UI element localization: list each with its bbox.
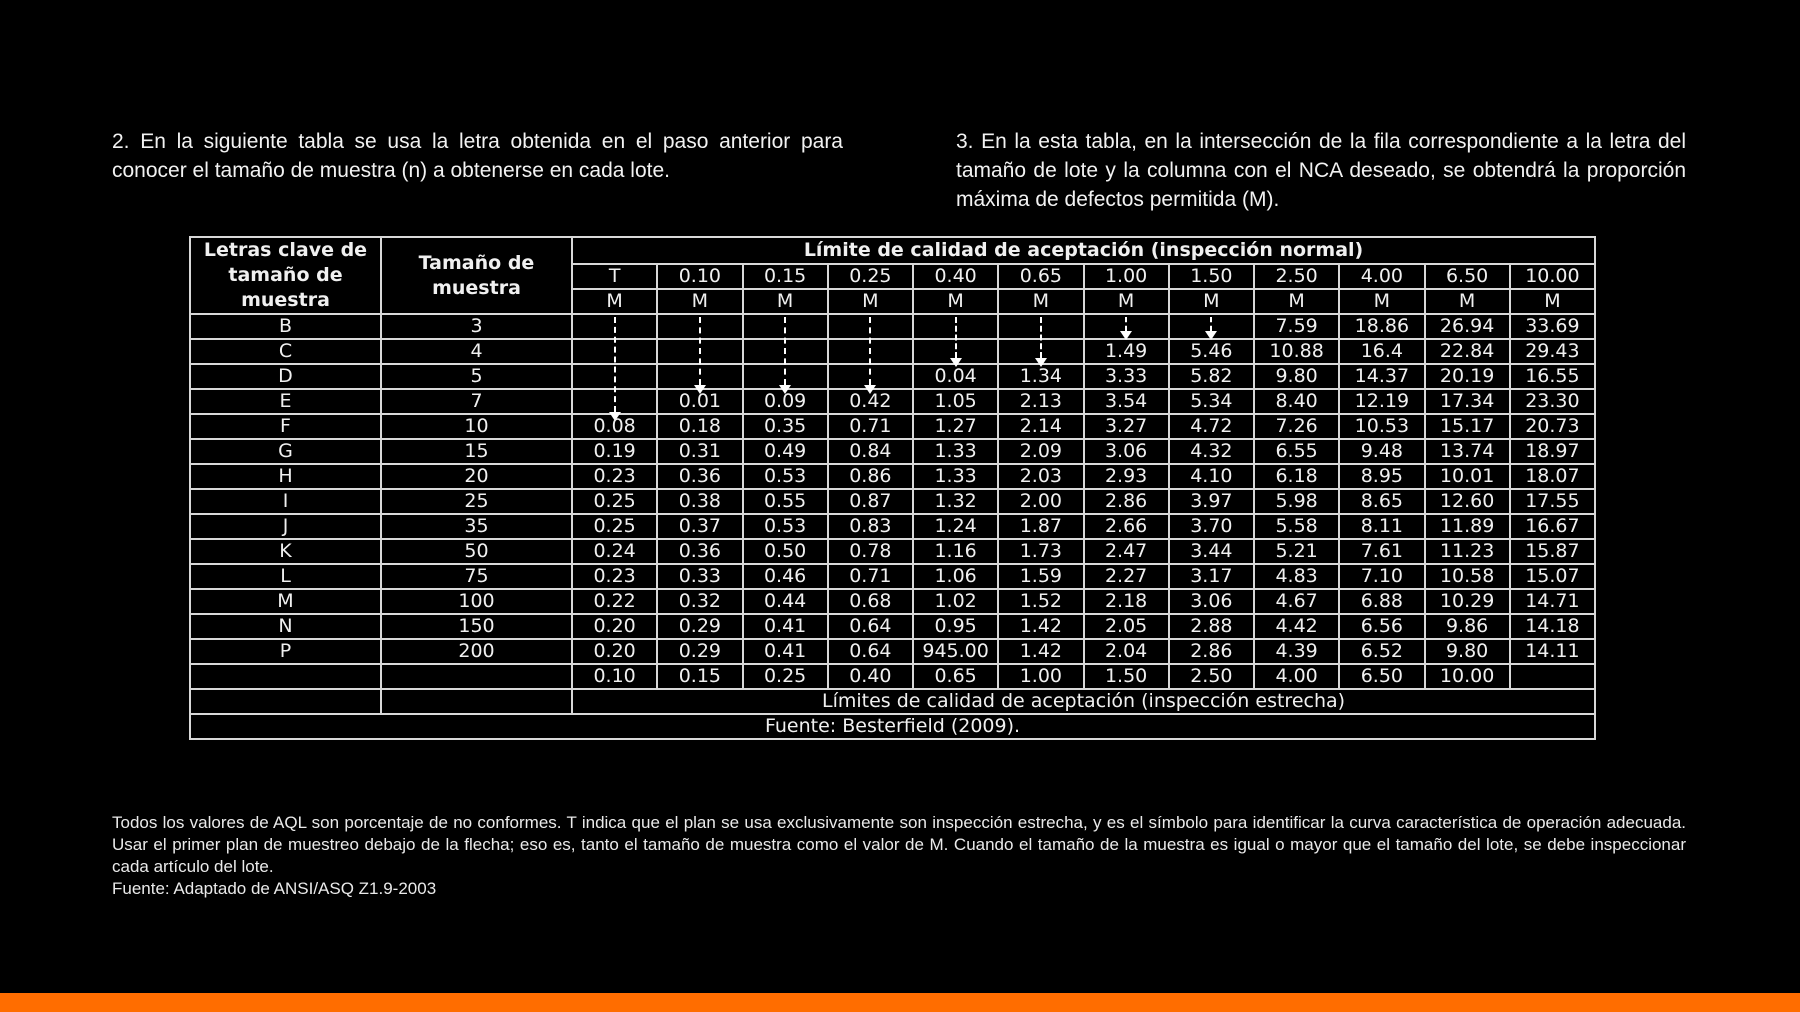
m-label-cell: M xyxy=(1084,289,1169,314)
m-value: 10.88 xyxy=(1254,339,1339,364)
m-value: 17.55 xyxy=(1510,489,1595,514)
m-value: 1.52 xyxy=(998,589,1083,614)
m-label-cell: M xyxy=(1254,289,1339,314)
table-row xyxy=(190,489,1595,514)
table-row xyxy=(190,389,1595,414)
code-letter: G xyxy=(190,439,381,464)
nca-normal-cell: 6.50 xyxy=(1425,264,1510,289)
nca-normal-cell: 0.40 xyxy=(913,264,998,289)
arrow-cell xyxy=(998,339,1083,364)
table-source: Fuente: Besterfield (2009). xyxy=(190,714,1595,739)
m-value: 0.55 xyxy=(743,489,828,514)
m-value: 0.29 xyxy=(657,614,742,639)
footnote-text: Todos los valores de AQL son porcentaje de no conformes. T indica que el plan se usa exclusivamente son inspección estrecha, y es el símbolo para identificar la curva característica de operación adecuada. Usar el primer plan de muestreo debajo de la flecha; eso es, tanto el tamaño de muestra como el valor de M. Cuando el tamaño de la muestra es igual o mayor que el tamaño del lote, se debe inspeccionar cada artículo del lote. xyxy=(112,813,1686,876)
m-value: 0.71 xyxy=(828,414,913,439)
table-row xyxy=(190,564,1595,589)
m-value: 2.88 xyxy=(1169,614,1254,639)
m-value: 16.55 xyxy=(1510,364,1595,389)
m-value: 0.01 xyxy=(657,389,742,414)
m-value: 2.14 xyxy=(998,414,1083,439)
arrow-cell xyxy=(657,339,742,364)
m-value: 0.09 xyxy=(743,389,828,414)
m-value: 4.72 xyxy=(1169,414,1254,439)
m-value: 0.32 xyxy=(657,589,742,614)
m-value: 5.21 xyxy=(1254,539,1339,564)
m-value: 10.29 xyxy=(1425,589,1510,614)
m-value: 1.49 xyxy=(1084,339,1169,364)
m-value: 29.43 xyxy=(1510,339,1595,364)
m-value: 7.10 xyxy=(1339,564,1424,589)
nca-tightened-cell: 1.00 xyxy=(998,664,1083,689)
m-value: 0.86 xyxy=(828,464,913,489)
code-letter: I xyxy=(190,489,381,514)
arrow-cell xyxy=(743,364,828,389)
m-value: 0.44 xyxy=(743,589,828,614)
m-value: 0.46 xyxy=(743,564,828,589)
m-value: 0.78 xyxy=(828,539,913,564)
m-value: 0.95 xyxy=(913,614,998,639)
m-value: 2.86 xyxy=(1169,639,1254,664)
m-value: 1.42 xyxy=(998,639,1083,664)
sample-size: 5 xyxy=(381,364,572,389)
m-value: 2.05 xyxy=(1084,614,1169,639)
m-value: 5.46 xyxy=(1169,339,1254,364)
m-value: 2.27 xyxy=(1084,564,1169,589)
m-value: 0.37 xyxy=(657,514,742,539)
table-row xyxy=(190,439,1595,464)
aql-sampling-table xyxy=(189,236,1596,740)
table-row xyxy=(190,589,1595,614)
empty-cell xyxy=(381,664,572,689)
m-value: 0.23 xyxy=(572,564,657,589)
table-row xyxy=(190,414,1595,439)
nca-tightened-cell: 0.25 xyxy=(743,664,828,689)
m-value: 0.25 xyxy=(572,489,657,514)
footnote-source: Fuente: Adaptado de ANSI/ASQ Z1.9-2003 xyxy=(112,879,437,898)
arrow-cell xyxy=(743,339,828,364)
m-value: 11.89 xyxy=(1425,514,1510,539)
arrow-cell xyxy=(998,314,1083,339)
m-value: 4.10 xyxy=(1169,464,1254,489)
arrow-cell xyxy=(913,339,998,364)
m-value: 14.11 xyxy=(1510,639,1595,664)
m-value: 7.59 xyxy=(1254,314,1339,339)
m-value: 8.95 xyxy=(1339,464,1424,489)
m-value: 2.09 xyxy=(998,439,1083,464)
sample-size: 50 xyxy=(381,539,572,564)
code-letter: B xyxy=(190,314,381,339)
m-value: 14.71 xyxy=(1510,589,1595,614)
m-value: 0.68 xyxy=(828,589,913,614)
arrow-cell xyxy=(1169,314,1254,339)
nca-tightened-cell: 6.50 xyxy=(1339,664,1424,689)
step-2-instruction: 2. En la siguiente tabla se usa la letra obtenida en el paso anterior para conocer el tamaño de muestra (n) a obtenerse en cada lote. xyxy=(112,130,843,182)
nca-normal-cell: 0.25 xyxy=(828,264,913,289)
m-value: 2.00 xyxy=(998,489,1083,514)
m-value: 6.88 xyxy=(1339,589,1424,614)
m-value: 4.32 xyxy=(1169,439,1254,464)
footnote xyxy=(112,812,1686,900)
code-letter: J xyxy=(190,514,381,539)
m-label-cell: M xyxy=(1510,289,1595,314)
m-value: 3.70 xyxy=(1169,514,1254,539)
empty-cell xyxy=(381,689,572,714)
m-label-cell: M xyxy=(657,289,742,314)
m-value: 945.00 xyxy=(913,639,998,664)
m-value: 11.23 xyxy=(1425,539,1510,564)
m-value: 2.04 xyxy=(1084,639,1169,664)
m-value: 18.86 xyxy=(1339,314,1424,339)
m-value: 0.71 xyxy=(828,564,913,589)
m-value: 2.66 xyxy=(1084,514,1169,539)
nca-normal-cell: 1.50 xyxy=(1169,264,1254,289)
m-value: 9.48 xyxy=(1339,439,1424,464)
m-value: 14.37 xyxy=(1339,364,1424,389)
m-value: 7.26 xyxy=(1254,414,1339,439)
m-value: 3.33 xyxy=(1084,364,1169,389)
m-value: 1.27 xyxy=(913,414,998,439)
m-value: 1.33 xyxy=(913,464,998,489)
m-value: 1.33 xyxy=(913,439,998,464)
m-value: 12.19 xyxy=(1339,389,1424,414)
arrow-cell xyxy=(1084,314,1169,339)
code-letter: K xyxy=(190,539,381,564)
m-value: 1.32 xyxy=(913,489,998,514)
nca-tightened-row xyxy=(190,664,1595,689)
nca-normal-cell: 10.00 xyxy=(1510,264,1595,289)
m-value: 0.20 xyxy=(572,639,657,664)
dashed-line-icon xyxy=(1210,317,1212,331)
arrow-cell xyxy=(828,339,913,364)
m-value: 3.17 xyxy=(1169,564,1254,589)
m-value: 3.44 xyxy=(1169,539,1254,564)
m-value: 4.39 xyxy=(1254,639,1339,664)
m-value: 4.42 xyxy=(1254,614,1339,639)
m-value: 4.83 xyxy=(1254,564,1339,589)
code-letter: P xyxy=(190,639,381,664)
m-value: 0.31 xyxy=(657,439,742,464)
arrow-cell xyxy=(572,364,657,389)
m-value: 4.67 xyxy=(1254,589,1339,614)
m-value: 2.13 xyxy=(998,389,1083,414)
empty-cell xyxy=(190,664,381,689)
m-value: 20.73 xyxy=(1510,414,1595,439)
code-letter: D xyxy=(190,364,381,389)
m-value: 0.08 xyxy=(572,414,657,439)
nca-normal-cell: 1.00 xyxy=(1084,264,1169,289)
dashed-line-icon xyxy=(1125,317,1127,331)
code-letter: F xyxy=(190,414,381,439)
m-value: 3.97 xyxy=(1169,489,1254,514)
m-value: 15.17 xyxy=(1425,414,1510,439)
nca-tightened-cell: 2.50 xyxy=(1169,664,1254,689)
arrow-cell xyxy=(743,314,828,339)
arrow-cell xyxy=(657,314,742,339)
table-row xyxy=(190,514,1595,539)
arrow-cell xyxy=(828,314,913,339)
table-row xyxy=(190,364,1595,389)
m-value: 0.41 xyxy=(743,614,828,639)
m-value: 1.16 xyxy=(913,539,998,564)
m-value: 0.53 xyxy=(743,514,828,539)
m-value: 16.67 xyxy=(1510,514,1595,539)
m-value: 2.47 xyxy=(1084,539,1169,564)
m-value: 7.61 xyxy=(1339,539,1424,564)
m-value: 0.83 xyxy=(828,514,913,539)
header-letter: Letras clave de tamaño de muestra xyxy=(190,237,381,314)
m-value: 10.58 xyxy=(1425,564,1510,589)
m-value: 0.64 xyxy=(828,639,913,664)
nca-normal-cell: 0.65 xyxy=(998,264,1083,289)
m-value: 0.33 xyxy=(657,564,742,589)
m-value: 3.06 xyxy=(1084,439,1169,464)
m-value: 0.18 xyxy=(657,414,742,439)
m-value: 9.80 xyxy=(1425,639,1510,664)
sample-size: 15 xyxy=(381,439,572,464)
sample-size: 10 xyxy=(381,414,572,439)
m-value: 1.34 xyxy=(998,364,1083,389)
m-value: 1.59 xyxy=(998,564,1083,589)
accent-bar xyxy=(0,993,1800,1012)
m-value: 10.53 xyxy=(1339,414,1424,439)
m-value: 0.04 xyxy=(913,364,998,389)
m-value: 33.69 xyxy=(1510,314,1595,339)
m-value: 0.22 xyxy=(572,589,657,614)
m-value: 12.60 xyxy=(1425,489,1510,514)
table-row xyxy=(190,464,1595,489)
m-value: 1.06 xyxy=(913,564,998,589)
m-value: 0.19 xyxy=(572,439,657,464)
nca-tightened-cell xyxy=(1510,664,1595,689)
sample-size: 25 xyxy=(381,489,572,514)
sample-size: 150 xyxy=(381,614,572,639)
sample-size: 3 xyxy=(381,314,572,339)
m-value: 0.20 xyxy=(572,614,657,639)
m-value: 18.07 xyxy=(1510,464,1595,489)
table-row xyxy=(190,539,1595,564)
nca-normal-cell: 4.00 xyxy=(1339,264,1424,289)
nca-tightened-cell: 0.10 xyxy=(572,664,657,689)
m-value: 5.58 xyxy=(1254,514,1339,539)
m-value: 6.18 xyxy=(1254,464,1339,489)
arrow-cell xyxy=(572,389,657,414)
m-value: 2.86 xyxy=(1084,489,1169,514)
m-value: 1.87 xyxy=(998,514,1083,539)
m-value: 0.41 xyxy=(743,639,828,664)
m-value: 0.87 xyxy=(828,489,913,514)
m-value: 3.27 xyxy=(1084,414,1169,439)
nca-tightened-cell: 0.15 xyxy=(657,664,742,689)
arrow-cell xyxy=(828,364,913,389)
m-value: 13.74 xyxy=(1425,439,1510,464)
m-value: 22.84 xyxy=(1425,339,1510,364)
m-value: 6.55 xyxy=(1254,439,1339,464)
m-value: 0.84 xyxy=(828,439,913,464)
m-value: 0.35 xyxy=(743,414,828,439)
step-3-instruction: 3. En la esta tabla, en la intersección de la fila correspondiente a la letra del tamaño de lote y la columna con el NCA deseado, se obtendrá la proporción máxima de defectos permitida (M). xyxy=(956,130,1686,211)
nca-tightened-cell: 0.65 xyxy=(913,664,998,689)
m-value: 0.64 xyxy=(828,614,913,639)
code-letter: L xyxy=(190,564,381,589)
m-value: 1.02 xyxy=(913,589,998,614)
m-value: 1.42 xyxy=(998,614,1083,639)
m-value: 2.03 xyxy=(998,464,1083,489)
m-value: 1.24 xyxy=(913,514,998,539)
m-value: 10.01 xyxy=(1425,464,1510,489)
m-label-cell: M xyxy=(743,289,828,314)
m-value: 18.97 xyxy=(1510,439,1595,464)
m-label-cell: M xyxy=(998,289,1083,314)
sample-size: 200 xyxy=(381,639,572,664)
code-letter: N xyxy=(190,614,381,639)
sample-size: 20 xyxy=(381,464,572,489)
m-value: 9.86 xyxy=(1425,614,1510,639)
header-normal-inspection: Límite de calidad de aceptación (inspección normal) xyxy=(572,237,1595,264)
code-letter: M xyxy=(190,589,381,614)
code-letter: E xyxy=(190,389,381,414)
footer-tightened-inspection: Límites de calidad de aceptación (inspección estrecha) xyxy=(572,689,1595,714)
m-value: 20.19 xyxy=(1425,364,1510,389)
m-value: 0.36 xyxy=(657,464,742,489)
nca-normal-cell: 0.10 xyxy=(657,264,742,289)
m-value: 8.65 xyxy=(1339,489,1424,514)
m-value: 15.87 xyxy=(1510,539,1595,564)
m-value: 3.06 xyxy=(1169,589,1254,614)
nca-tightened-cell: 10.00 xyxy=(1425,664,1510,689)
table-row xyxy=(190,614,1595,639)
arrow-cell xyxy=(572,339,657,364)
nca-normal-cell: 2.50 xyxy=(1254,264,1339,289)
arrow-cell xyxy=(657,364,742,389)
m-value: 0.49 xyxy=(743,439,828,464)
sample-size: 35 xyxy=(381,514,572,539)
m-value: 2.93 xyxy=(1084,464,1169,489)
m-value: 0.23 xyxy=(572,464,657,489)
m-label-cell: M xyxy=(572,289,657,314)
m-value: 17.34 xyxy=(1425,389,1510,414)
m-value: 23.30 xyxy=(1510,389,1595,414)
m-value: 0.38 xyxy=(657,489,742,514)
m-label-cell: M xyxy=(1339,289,1424,314)
m-value: 0.36 xyxy=(657,539,742,564)
m-label-cell: M xyxy=(913,289,998,314)
code-letter: H xyxy=(190,464,381,489)
m-label-cell: M xyxy=(1425,289,1510,314)
nca-tightened-cell: 4.00 xyxy=(1254,664,1339,689)
m-value: 5.34 xyxy=(1169,389,1254,414)
table-row xyxy=(190,339,1595,364)
code-letter: C xyxy=(190,339,381,364)
m-value: 2.18 xyxy=(1084,589,1169,614)
m-value: 0.53 xyxy=(743,464,828,489)
m-label-cell: M xyxy=(1169,289,1254,314)
table-row xyxy=(190,314,1595,339)
m-value: 14.18 xyxy=(1510,614,1595,639)
nca-normal-cell: T xyxy=(572,264,657,289)
arrow-cell xyxy=(572,314,657,339)
arrow-cell xyxy=(913,314,998,339)
header-sample-size: Tamaño de muestra xyxy=(381,237,572,314)
sample-size: 7 xyxy=(381,389,572,414)
m-value: 8.11 xyxy=(1339,514,1424,539)
sample-size: 4 xyxy=(381,339,572,364)
nca-tightened-cell: 1.50 xyxy=(1084,664,1169,689)
sample-size: 75 xyxy=(381,564,572,589)
m-value: 16.4 xyxy=(1339,339,1424,364)
m-value: 6.52 xyxy=(1339,639,1424,664)
m-value: 1.73 xyxy=(998,539,1083,564)
empty-cell xyxy=(190,689,381,714)
m-value: 8.40 xyxy=(1254,389,1339,414)
m-value: 0.24 xyxy=(572,539,657,564)
nca-normal-cell: 0.15 xyxy=(743,264,828,289)
m-value: 0.50 xyxy=(743,539,828,564)
m-value: 5.82 xyxy=(1169,364,1254,389)
m-value: 26.94 xyxy=(1425,314,1510,339)
m-label-cell: M xyxy=(828,289,913,314)
m-value: 0.29 xyxy=(657,639,742,664)
m-value: 15.07 xyxy=(1510,564,1595,589)
table-row xyxy=(190,639,1595,664)
m-value: 1.05 xyxy=(913,389,998,414)
m-value: 0.42 xyxy=(828,389,913,414)
m-value: 6.56 xyxy=(1339,614,1424,639)
m-value: 0.25 xyxy=(572,514,657,539)
nca-tightened-cell: 0.40 xyxy=(828,664,913,689)
m-value: 5.98 xyxy=(1254,489,1339,514)
sample-size: 100 xyxy=(381,589,572,614)
m-value: 3.54 xyxy=(1084,389,1169,414)
m-value: 9.80 xyxy=(1254,364,1339,389)
